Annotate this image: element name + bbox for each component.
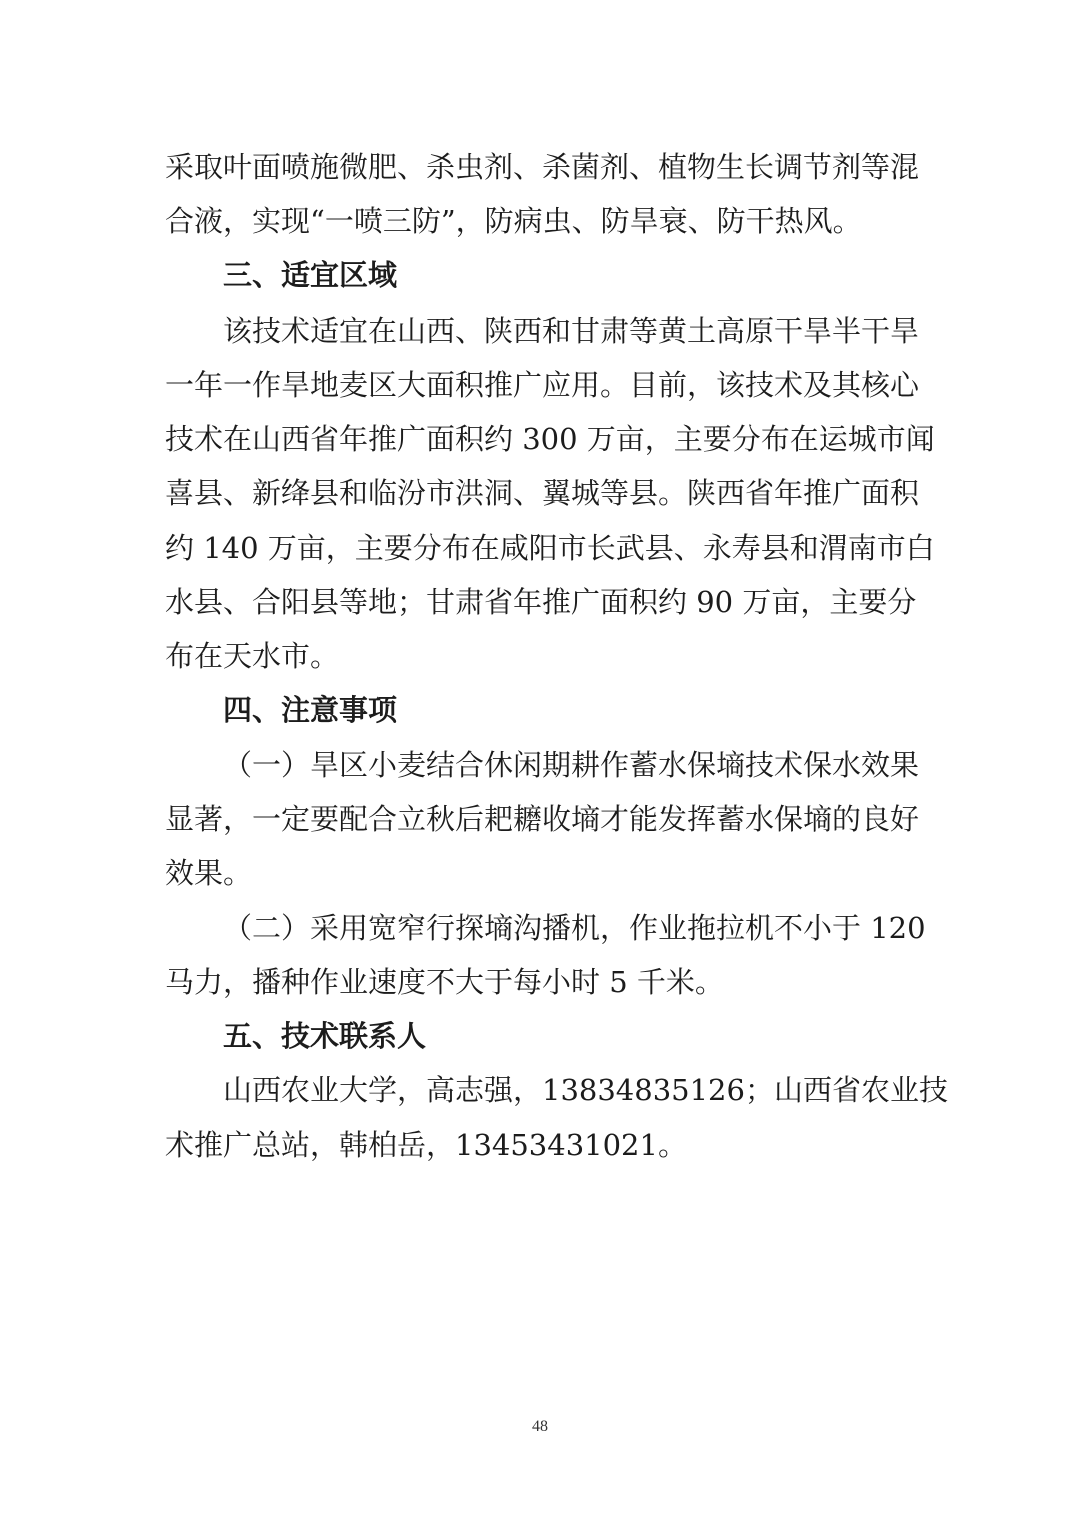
paragraph-line: 采取叶面喷施微肥、杀虫剂、杀菌剂、植物生长调节剂等混 xyxy=(165,150,920,184)
page-number: 48 xyxy=(532,1418,548,1435)
paragraph-line: （二）采用宽窄行探墒沟播机，作业拖拉机不小于 120 xyxy=(223,911,926,945)
paragraph-line: 显著，一定要配合立秋后耙耱收墒才能发挥蓄水保墒的良好 xyxy=(165,802,920,836)
section-heading-precautions: 四、注意事项 xyxy=(223,693,398,727)
paragraph-line: 该技术适宜在山西、陕西和甘肃等黄土高原干旱半干旱 xyxy=(223,314,920,348)
paragraph-line: 合液，实现“一喷三防”，防病虫、防旱衰、防干热风。 xyxy=(165,204,862,238)
paragraph-line: 约 140 万亩，主要分布在咸阳市长武县、永寿县和渭南市白 xyxy=(165,531,935,565)
paragraph-line: 效果。 xyxy=(165,856,253,890)
paragraph-line: 术推广总站，韩柏岳，13453431021。 xyxy=(165,1128,687,1162)
paragraph-line: 喜县、新绛县和临汾市洪洞、翼城等县。陕西省年推广面积 xyxy=(165,476,920,510)
paragraph-line: 一年一作旱地麦区大面积推广应用。目前，该技术及其核心 xyxy=(165,368,920,402)
section-heading-suitable-regions: 三、适宜区域 xyxy=(223,258,398,292)
section-heading-contacts: 五、技术联系人 xyxy=(223,1019,427,1053)
paragraph-line: 山西农业大学，高志强，13834835126；山西省农业技 xyxy=(223,1073,948,1107)
paragraph-line: 水县、合阳县等地；甘肃省年推广面积约 90 万亩，主要分 xyxy=(165,585,917,619)
paragraph-line: 马力，播种作业速度不大于每小时 5 千米。 xyxy=(165,965,724,999)
paragraph-line: 布在天水市。 xyxy=(165,639,340,673)
paragraph-line: 技术在山西省年推广面积约 300 万亩，主要分布在运城市闻 xyxy=(165,422,935,456)
paragraph-line: （一）旱区小麦结合休闲期耕作蓄水保墒技术保水效果 xyxy=(223,748,920,782)
